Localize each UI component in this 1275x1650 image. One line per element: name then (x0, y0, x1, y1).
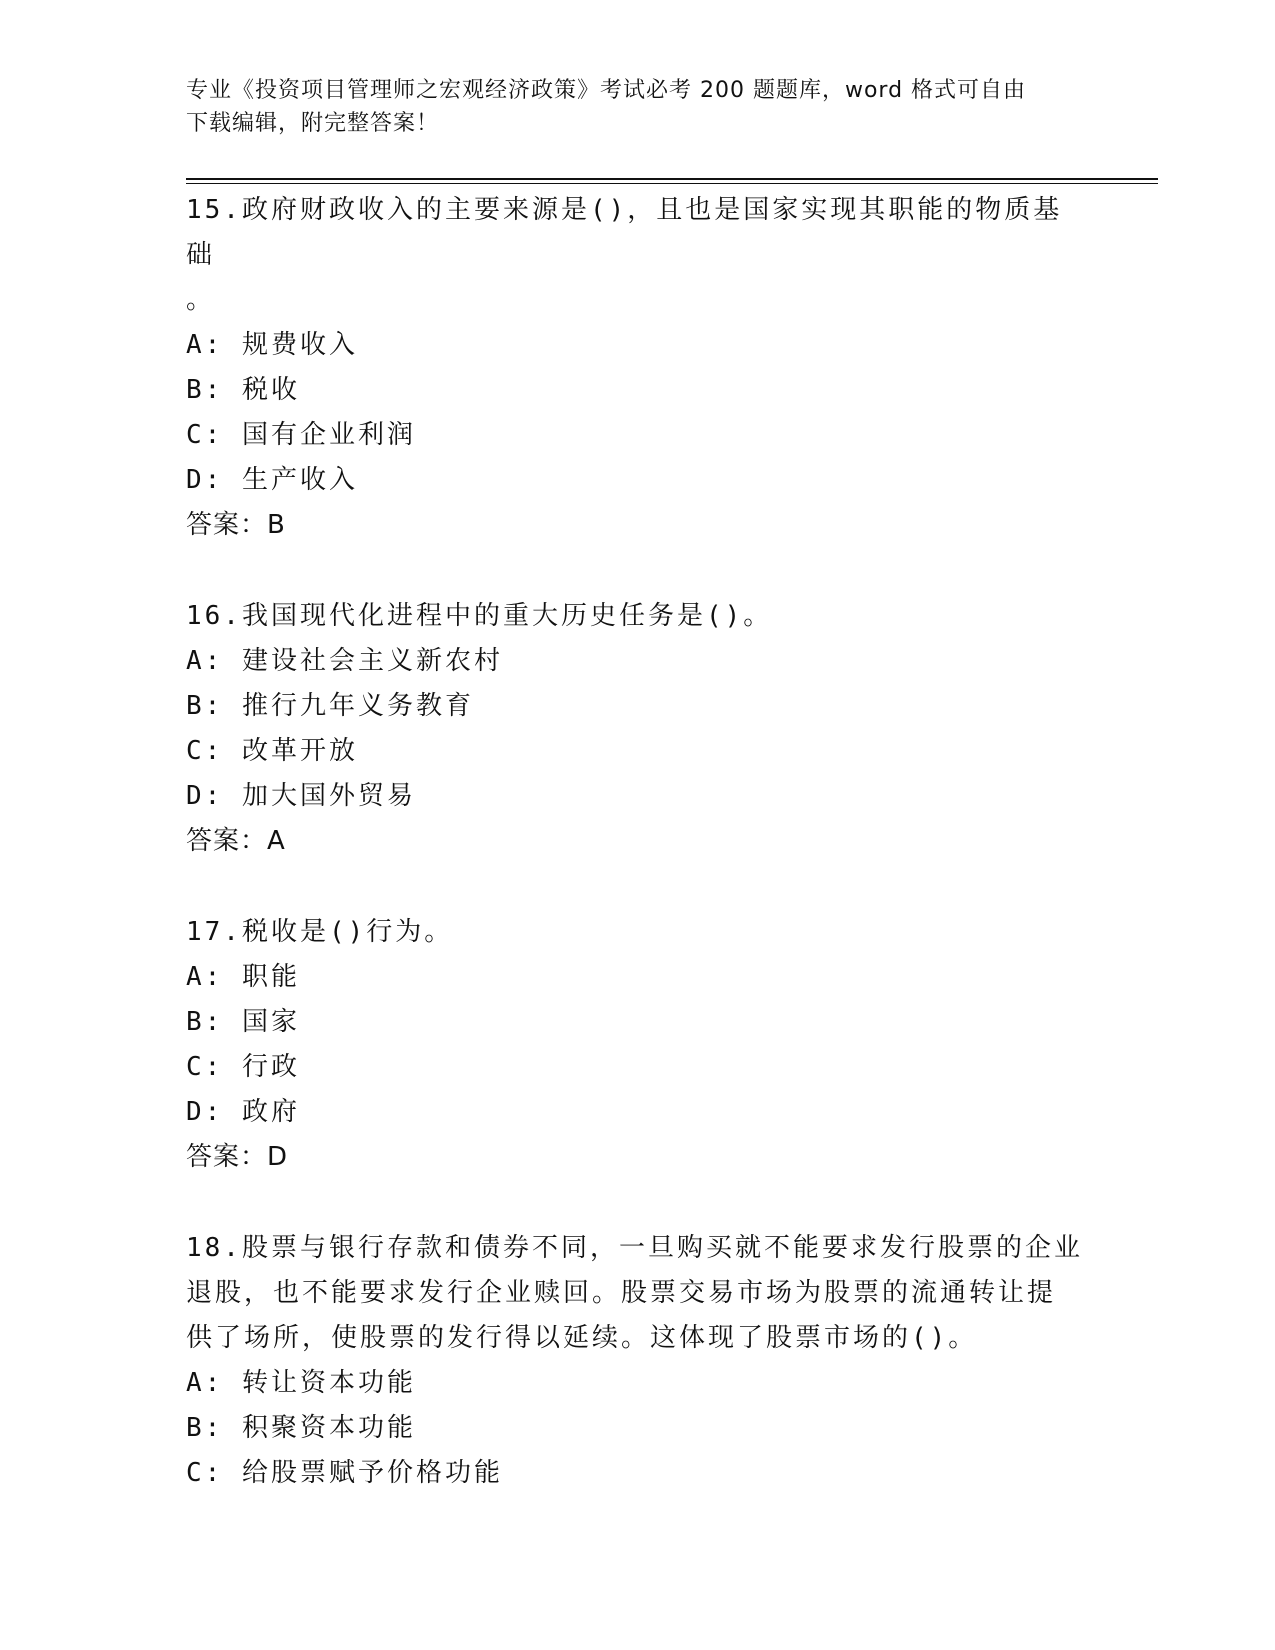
answer-label: 答案：B (186, 510, 286, 540)
answer-label: 答案：A (186, 826, 286, 856)
option-d: D: 加大国外贸易 (186, 781, 416, 811)
question-stem-line: 18.股票与银行存款和债券不同，一旦购买就不能要求发行股票的企业 (186, 1233, 1083, 1263)
question-18 (186, 1226, 1086, 1496)
option-c: C: 行政 (186, 1052, 300, 1082)
question-stem-line: 16.我国现代化进程中的重大历史任务是()。 (186, 601, 773, 631)
question-17 (186, 910, 1086, 1180)
option-a: A: 建设社会主义新农村 (186, 646, 503, 676)
option-a: A: 转让资本功能 (186, 1368, 416, 1398)
question-stem-line: 退股，也不能要求发行企业赎回。股票交易市场为股票的流通转让提 (186, 1278, 1057, 1308)
header-line-1: 专业《投资项目管理师之宏观经济政策》考试必考 200 题题库，word 格式可自由 (186, 78, 1027, 103)
option-d: D: 生产收入 (186, 465, 358, 495)
document-header (186, 74, 1066, 140)
question-stem-line: 15.政府财政收入的主要来源是()，且也是国家实现其职能的物质基础 (186, 195, 1063, 270)
option-b: B: 国家 (186, 1007, 300, 1037)
header-line-2: 下载编辑，附完整答案！ (186, 111, 440, 136)
question-stem-line: 。 (186, 285, 216, 315)
header-divider-thick (186, 178, 1158, 180)
option-c: C: 国有企业利润 (186, 420, 416, 450)
question-15 (186, 188, 1086, 548)
question-list (186, 188, 1086, 1542)
header-divider-thin (186, 183, 1158, 184)
question-16 (186, 594, 1086, 864)
option-c: C: 给股票赋予价格功能 (186, 1458, 503, 1488)
option-a: A: 职能 (186, 962, 300, 992)
option-b: B: 积聚资本功能 (186, 1413, 416, 1443)
option-d: D: 政府 (186, 1097, 300, 1127)
option-b: B: 推行九年义务教育 (186, 691, 474, 721)
question-stem-line: 供了场所，使股票的发行得以延续。这体现了股票市场的()。 (186, 1323, 978, 1353)
option-a: A: 规费收入 (186, 330, 358, 360)
option-b: B: 税收 (186, 375, 300, 405)
answer-label: 答案：D (186, 1142, 289, 1172)
option-c: C: 改革开放 (186, 736, 358, 766)
question-stem-line: 17.税收是()行为。 (186, 917, 454, 947)
